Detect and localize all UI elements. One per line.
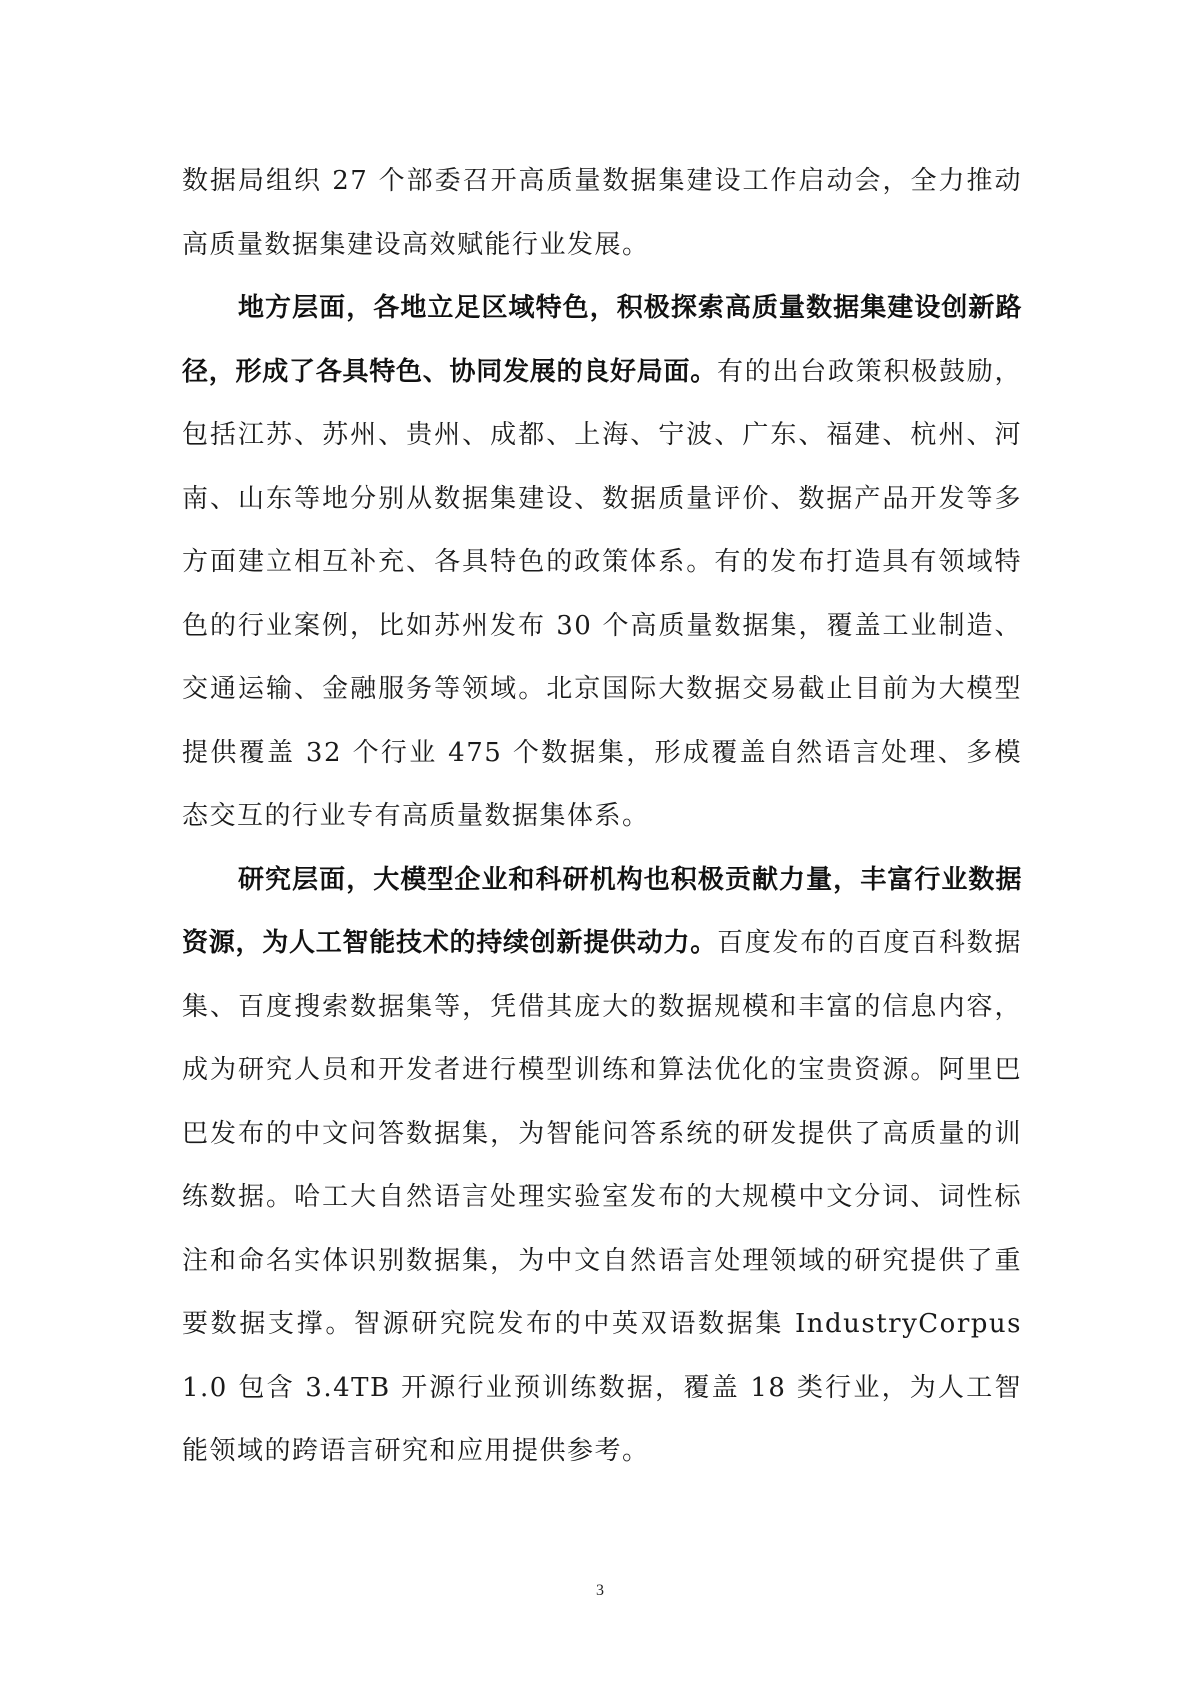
paragraph-text: 数据局组织 27 个部委召开高质量数据集建设工作启动会，全力推动高质量数据集建设高效赋能行业发展。 [182,166,1022,260]
paragraph-local-level [182,277,1022,849]
paragraph-lead: 研究层面，大模型企业和科研机构也积极贡献力量，丰富行业数据资源，为人工智能技术的持续创新提供动力。 [182,864,1022,958]
paragraph-continuation [182,150,1022,277]
paragraph-text: 有的出台政策积极鼓励，包括江苏、苏州、贵州、成都、上海、宁波、广东、福建、杭州、河南、山东等地分别从数据集建设、数据质量评价、数据产品开发等多方面建立相互补充、各具特色的政策体系。有的发布打造具有领域特色的行业案例，比如苏州发布 30 个高质量数据集，覆盖工业制造、交通运输、金融服务等领域。北京国际大数据交易截止目前为大模型提供覆盖 32 个行业 475 个数据集，形成覆盖自然语言处理、多模态交互的行业专有高质量数据集体系。 [182,356,1022,831]
page-number: 3 [596,1582,604,1599]
paragraph-research-level [182,849,1022,1484]
document-body [182,150,1022,1484]
paragraph-text: 百度发布的百度百科数据集、百度搜索数据集等，凭借其庞大的数据规模和丰富的信息内容，成为研究人员和开发者进行模型训练和算法优化的宝贵资源。阿里巴巴发布的中文问答数据集，为智能问答系统的研发提供了高质量的训练数据。哈工大自然语言处理实验室发布的大规模中文分词、词性标注和命名实体识别数据集，为中文自然语言处理领域的研究提供了重要数据支撑。智源研究院发布的中英双语数据集 IndustryCorpus1.0 包含 3.4TB 开源行业预训练数据，覆盖 18 类行业，为人工智能领域的跨语言研究和应用提供参考。 [182,928,1022,1466]
paragraph-lead: 地方层面，各地立足区域特色，积极探索高质量数据集建设创新路径，形成了各具特色、协同发展的良好局面。 [182,293,1022,387]
